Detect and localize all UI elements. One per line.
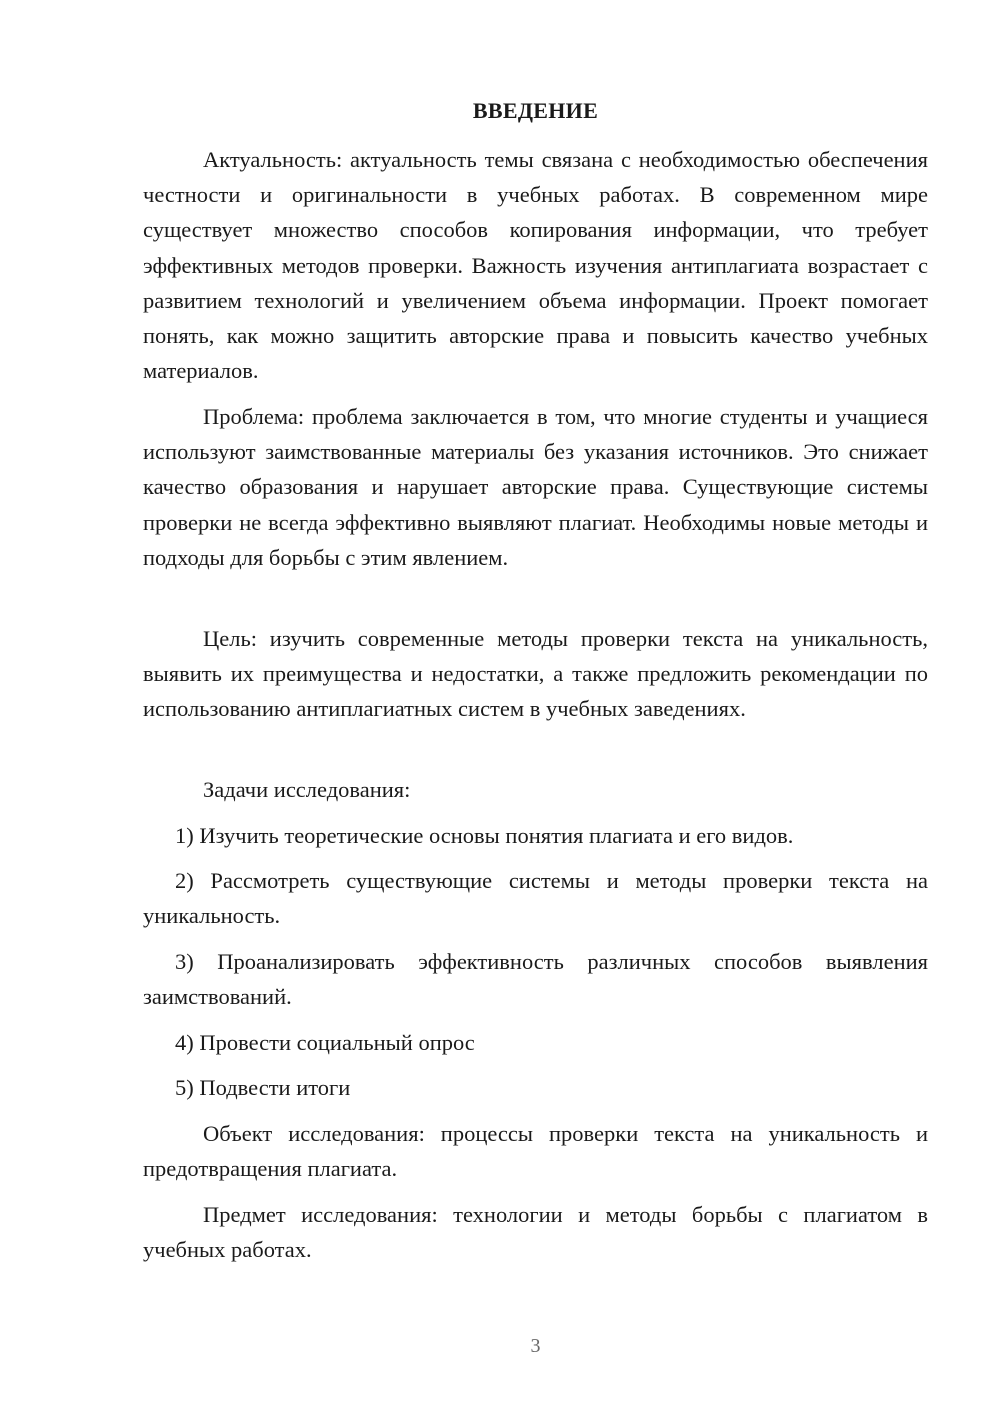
task-item-1: 1) Изучить теоретические основы понятия плагиата и его видов. [175,823,794,848]
problem-paragraph: Проблема: проблема заключается в том, что многие студенты и учащиеся используют заимствованные материалы без указания источников. Это снижает качество образования и нарушает авторские права. Существующие системы проверки не всегда эффективно выявляют плагиат. Необходимы новые методы и подходы для борьбы с этим явлением. [143,404,928,570]
task-item-5: 5) Подвести итоги [175,1075,351,1100]
task-item-3: 3) Проанализировать эффективность различных способов выявления заимствований. [143,949,928,1010]
page-number: 3 [530,1335,541,1357]
document-page [143,0,928,1414]
task-item-2: 2) Рассмотреть существующие системы и методы проверки текста на уникальность. [143,868,928,929]
tasks-heading: Задачи исследования: [203,777,411,802]
section-heading: ВВЕДЕНИЕ [472,98,599,123]
research-subject-paragraph: Предмет исследования: технологии и методы борьбы с плагиатом в учебных работах. [143,1202,928,1263]
relevance-paragraph: Актуальность: актуальность темы связана с необходимостью обеспечения честности и оригинальности в учебных работах. В современном мире существует множество способов копирования информации, что требует эффективных методов проверки. Важность изучения антиплагиата возрастает с развитием технологий и увеличением объема информации. Проект помогает понять, как можно защитить авторские права и повысить качество учебных материалов. [143,147,928,384]
goal-paragraph: Цель: изучить современные методы проверки текста на уникальность, выявить их преимущества и недостатки, а также предложить рекомендации по использованию антиплагиатных систем в учебных заведениях. [143,626,928,722]
task-item-4: 4) Провести социальный опрос [175,1030,475,1055]
research-object-paragraph: Объект исследования: процессы проверки текста на уникальность и предотвращения плагиата. [143,1121,928,1182]
